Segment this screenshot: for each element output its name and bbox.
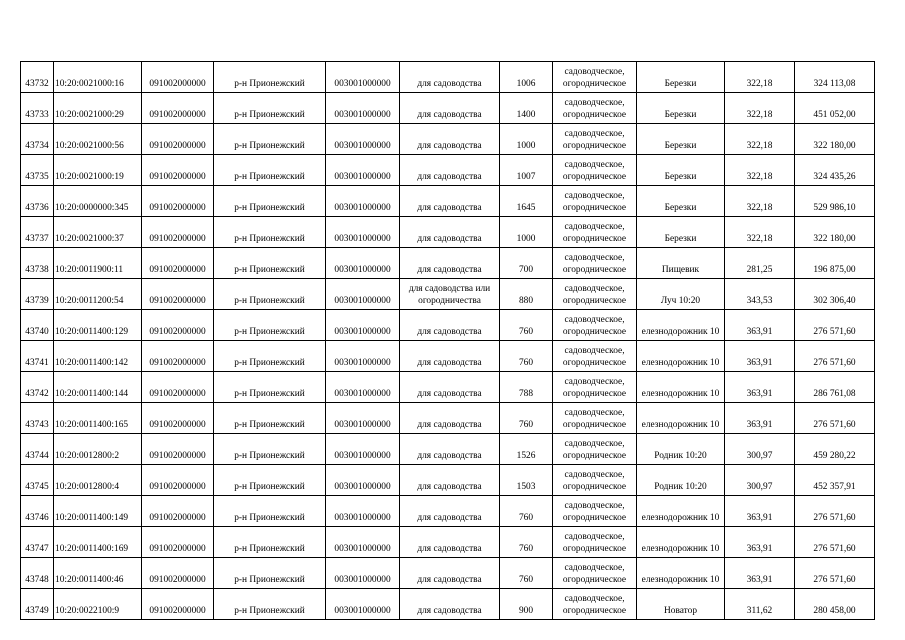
land-use-line: для садоводства xyxy=(417,327,482,337)
area-cell: 1000 xyxy=(500,124,553,155)
row-number-cell: 43736 xyxy=(21,186,54,217)
row-number-cell: 43746 xyxy=(21,496,54,527)
object-name-cell: Березки xyxy=(637,217,725,248)
rate-cell: 363,91 xyxy=(725,558,795,589)
area-cell: 1503 xyxy=(500,465,553,496)
rate-cell: 322,18 xyxy=(725,217,795,248)
area-cell: 1007 xyxy=(500,155,553,186)
okato-code-cell: 091002000000 xyxy=(142,465,214,496)
land-use-cell xyxy=(400,403,500,434)
land-use-cell xyxy=(400,62,500,93)
land-use-cell xyxy=(400,527,500,558)
table-row xyxy=(21,403,875,434)
object-name-cell: елезнодорожник 10 xyxy=(637,341,725,372)
area-cell: 788 xyxy=(500,372,553,403)
object-name-cell: Березки xyxy=(637,186,725,217)
row-number-cell: 43741 xyxy=(21,341,54,372)
rate-cell: 322,18 xyxy=(725,124,795,155)
oktmo-code-cell: 003001000000 xyxy=(326,93,400,124)
category-cell xyxy=(553,527,637,558)
okato-code-cell: 091002000000 xyxy=(142,62,214,93)
oktmo-code-cell: 003001000000 xyxy=(326,217,400,248)
category-line: огородническое xyxy=(562,358,627,368)
area-cell: 760 xyxy=(500,310,553,341)
rate-cell: 363,91 xyxy=(725,403,795,434)
area-cell: 760 xyxy=(500,558,553,589)
land-use-line: для садоводства xyxy=(417,234,482,244)
cadastral-value-cell: 286 761,08 xyxy=(795,372,875,403)
object-name-cell: Березки xyxy=(637,155,725,186)
cadastral-number-cell: 10:20:0011400:142 xyxy=(54,341,142,372)
rate-cell: 281,25 xyxy=(725,248,795,279)
cadastral-value-cell: 276 571,60 xyxy=(795,527,875,558)
category-line: огородническое xyxy=(562,234,627,244)
area-cell: 760 xyxy=(500,403,553,434)
row-number-cell: 43749 xyxy=(21,589,54,620)
cadastral-value-cell: 322 180,00 xyxy=(795,217,875,248)
okato-code-cell: 091002000000 xyxy=(142,279,214,310)
okato-code-cell: 091002000000 xyxy=(142,341,214,372)
object-name-cell: елезнодорожник 10 xyxy=(637,527,725,558)
land-use-line: для садоводства xyxy=(417,358,482,368)
row-number-cell: 43732 xyxy=(21,62,54,93)
row-number-cell: 43745 xyxy=(21,465,54,496)
category-line: садоводческое, xyxy=(564,501,625,511)
category-cell xyxy=(553,341,637,372)
okato-code-cell: 091002000000 xyxy=(142,434,214,465)
cadastral-number-cell: 10:20:0021000:29 xyxy=(54,93,142,124)
rate-cell: 363,91 xyxy=(725,341,795,372)
cadastral-number-cell: 10:20:0011400:165 xyxy=(54,403,142,434)
table-row xyxy=(21,62,875,93)
land-use-cell xyxy=(400,124,500,155)
land-use-line: для садоводства xyxy=(417,513,482,523)
category-cell xyxy=(553,186,637,217)
rate-cell: 300,97 xyxy=(725,465,795,496)
cadastral-value-cell: 322 180,00 xyxy=(795,124,875,155)
district-cell: р-н Прионежский xyxy=(214,310,326,341)
land-use-line: для садоводства xyxy=(417,141,482,151)
category-cell xyxy=(553,248,637,279)
category-line: садоводческое, xyxy=(564,284,625,294)
land-use-line: для садоводства xyxy=(417,575,482,585)
object-name-cell: Пищевик xyxy=(637,248,725,279)
cadastral-number-cell: 10:20:0000000:345 xyxy=(54,186,142,217)
district-cell: р-н Прионежский xyxy=(214,155,326,186)
row-number-cell: 43734 xyxy=(21,124,54,155)
land-use-line: для садоводства xyxy=(417,420,482,430)
cadastral-number-cell: 10:20:0011400:149 xyxy=(54,496,142,527)
category-cell xyxy=(553,434,637,465)
category-line: огородническое xyxy=(562,513,627,523)
object-name-cell: елезнодорожник 10 xyxy=(637,403,725,434)
area-cell: 1400 xyxy=(500,93,553,124)
category-cell xyxy=(553,589,637,620)
category-line: садоводческое, xyxy=(564,470,625,480)
row-number-cell: 43739 xyxy=(21,279,54,310)
category-line: садоводческое, xyxy=(564,594,625,604)
object-name-cell: елезнодорожник 10 xyxy=(637,372,725,403)
land-use-cell xyxy=(400,93,500,124)
category-line: огородническое xyxy=(562,110,627,120)
category-cell xyxy=(553,372,637,403)
row-number-cell: 43748 xyxy=(21,558,54,589)
district-cell: р-н Прионежский xyxy=(214,279,326,310)
cadastral-number-cell: 10:20:0021000:37 xyxy=(54,217,142,248)
district-cell: р-н Прионежский xyxy=(214,465,326,496)
land-use-cell xyxy=(400,434,500,465)
row-number-cell: 43735 xyxy=(21,155,54,186)
row-number-cell: 43737 xyxy=(21,217,54,248)
district-cell: р-н Прионежский xyxy=(214,496,326,527)
oktmo-code-cell: 003001000000 xyxy=(326,465,400,496)
cadastral-number-cell: 10:20:0011400:169 xyxy=(54,527,142,558)
land-use-cell xyxy=(400,248,500,279)
land-use-cell xyxy=(400,217,500,248)
category-line: огородническое xyxy=(562,265,627,275)
category-line: садоводческое, xyxy=(564,315,625,325)
table-row xyxy=(21,186,875,217)
category-line: огородническое xyxy=(562,482,627,492)
category-line: садоводческое, xyxy=(564,532,625,542)
table-row xyxy=(21,155,875,186)
district-cell: р-н Прионежский xyxy=(214,372,326,403)
cadastral-number-cell: 10:20:0011400:144 xyxy=(54,372,142,403)
cadastral-value-cell: 324 113,08 xyxy=(795,62,875,93)
category-line: садоводческое, xyxy=(564,439,625,449)
rate-cell: 343,53 xyxy=(725,279,795,310)
rate-cell: 322,18 xyxy=(725,155,795,186)
category-line: садоводческое, xyxy=(564,408,625,418)
cadastral-value-cell: 276 571,60 xyxy=(795,496,875,527)
table-row xyxy=(21,372,875,403)
oktmo-code-cell: 003001000000 xyxy=(326,248,400,279)
table-row xyxy=(21,93,875,124)
table-row xyxy=(21,558,875,589)
district-cell: р-н Прионежский xyxy=(214,248,326,279)
object-name-cell: Новатор xyxy=(637,589,725,620)
cadastral-number-cell: 10:20:0011400:46 xyxy=(54,558,142,589)
area-cell: 1645 xyxy=(500,186,553,217)
rate-cell: 311,62 xyxy=(725,589,795,620)
oktmo-code-cell: 003001000000 xyxy=(326,310,400,341)
oktmo-code-cell: 003001000000 xyxy=(326,279,400,310)
cadastral-number-cell: 10:20:0011200:54 xyxy=(54,279,142,310)
rate-cell: 300,97 xyxy=(725,434,795,465)
land-use-line: огородничества xyxy=(418,296,481,306)
oktmo-code-cell: 003001000000 xyxy=(326,372,400,403)
cadastral-value-cell: 529 986,10 xyxy=(795,186,875,217)
category-cell xyxy=(553,217,637,248)
okato-code-cell: 091002000000 xyxy=(142,403,214,434)
category-line: садоводческое, xyxy=(564,346,625,356)
oktmo-code-cell: 003001000000 xyxy=(326,341,400,372)
okato-code-cell: 091002000000 xyxy=(142,589,214,620)
table-row xyxy=(21,465,875,496)
object-name-cell: елезнодорожник 10 xyxy=(637,496,725,527)
land-use-cell xyxy=(400,496,500,527)
rate-cell: 322,18 xyxy=(725,62,795,93)
category-line: огородническое xyxy=(562,420,627,430)
land-use-cell xyxy=(400,310,500,341)
area-cell: 1526 xyxy=(500,434,553,465)
okato-code-cell: 091002000000 xyxy=(142,527,214,558)
row-number-cell: 43740 xyxy=(21,310,54,341)
table-row xyxy=(21,434,875,465)
okato-code-cell: 091002000000 xyxy=(142,155,214,186)
land-use-line: для садоводства или xyxy=(408,284,491,294)
oktmo-code-cell: 003001000000 xyxy=(326,434,400,465)
cadastral-number-cell: 10:20:0021000:19 xyxy=(54,155,142,186)
land-use-line: для садоводства xyxy=(417,389,482,399)
district-cell: р-н Прионежский xyxy=(214,403,326,434)
table-row xyxy=(21,310,875,341)
land-use-line: для садоводства xyxy=(417,265,482,275)
oktmo-code-cell: 003001000000 xyxy=(326,62,400,93)
rate-cell: 363,91 xyxy=(725,372,795,403)
category-line: огородническое xyxy=(562,575,627,585)
cadastral-value-cell: 451 052,00 xyxy=(795,93,875,124)
object-name-cell: Березки xyxy=(637,93,725,124)
district-cell: р-н Прионежский xyxy=(214,589,326,620)
table-row xyxy=(21,279,875,310)
okato-code-cell: 091002000000 xyxy=(142,310,214,341)
cadastral-value-cell: 276 571,60 xyxy=(795,403,875,434)
rate-cell: 363,91 xyxy=(725,310,795,341)
row-number-cell: 43743 xyxy=(21,403,54,434)
object-name-cell: Родник 10:20 xyxy=(637,465,725,496)
category-line: огородническое xyxy=(562,203,627,213)
cadastral-value-cell: 196 875,00 xyxy=(795,248,875,279)
cadastral-value-cell: 324 435,26 xyxy=(795,155,875,186)
table-row xyxy=(21,217,875,248)
cadastral-number-cell: 10:20:0021000:16 xyxy=(54,62,142,93)
okato-code-cell: 091002000000 xyxy=(142,558,214,589)
land-use-cell xyxy=(400,279,500,310)
cadastral-number-cell: 10:20:0022100:9 xyxy=(54,589,142,620)
category-line: огородническое xyxy=(562,389,627,399)
oktmo-code-cell: 003001000000 xyxy=(326,124,400,155)
cadastral-value-cell: 276 571,60 xyxy=(795,310,875,341)
cadastral-value-cell: 276 571,60 xyxy=(795,558,875,589)
land-use-cell xyxy=(400,465,500,496)
category-line: огородническое xyxy=(562,451,627,461)
area-cell: 880 xyxy=(500,279,553,310)
district-cell: р-н Прионежский xyxy=(214,186,326,217)
district-cell: р-н Прионежский xyxy=(214,93,326,124)
land-use-cell xyxy=(400,558,500,589)
rate-cell: 322,18 xyxy=(725,93,795,124)
category-line: огородническое xyxy=(562,544,627,554)
row-number-cell: 43747 xyxy=(21,527,54,558)
land-use-line: для садоводства xyxy=(417,203,482,213)
category-line: садоводческое, xyxy=(564,160,625,170)
cadastral-value-cell: 276 571,60 xyxy=(795,341,875,372)
category-line: огородническое xyxy=(562,79,627,89)
district-cell: р-н Прионежский xyxy=(214,341,326,372)
cadastral-number-cell: 10:20:0021000:56 xyxy=(54,124,142,155)
object-name-cell: елезнодорожник 10 xyxy=(637,558,725,589)
object-name-cell: Родник 10:20 xyxy=(637,434,725,465)
oktmo-code-cell: 003001000000 xyxy=(326,403,400,434)
category-cell xyxy=(553,62,637,93)
object-name-cell: Березки xyxy=(637,124,725,155)
okato-code-cell: 091002000000 xyxy=(142,372,214,403)
category-cell xyxy=(553,124,637,155)
district-cell: р-н Прионежский xyxy=(214,527,326,558)
okato-code-cell: 091002000000 xyxy=(142,124,214,155)
category-line: садоводческое, xyxy=(564,67,625,77)
category-line: огородническое xyxy=(562,141,627,151)
land-use-cell xyxy=(400,589,500,620)
category-line: садоводческое, xyxy=(564,191,625,201)
category-cell xyxy=(553,403,637,434)
okato-code-cell: 091002000000 xyxy=(142,93,214,124)
category-line: садоводческое, xyxy=(564,253,625,263)
row-number-cell: 43738 xyxy=(21,248,54,279)
okato-code-cell: 091002000000 xyxy=(142,248,214,279)
rate-cell: 363,91 xyxy=(725,527,795,558)
category-cell xyxy=(553,558,637,589)
okato-code-cell: 091002000000 xyxy=(142,186,214,217)
land-use-line: для садоводства xyxy=(417,482,482,492)
oktmo-code-cell: 003001000000 xyxy=(326,589,400,620)
table-row xyxy=(21,341,875,372)
area-cell: 760 xyxy=(500,496,553,527)
land-registry-table xyxy=(20,61,875,620)
object-name-cell: Березки xyxy=(637,62,725,93)
cadastral-value-cell: 459 280,22 xyxy=(795,434,875,465)
cadastral-number-cell: 10:20:0011900:11 xyxy=(54,248,142,279)
table-row xyxy=(21,589,875,620)
land-use-line: для садоводства xyxy=(417,172,482,182)
okato-code-cell: 091002000000 xyxy=(142,217,214,248)
category-line: садоводческое, xyxy=(564,222,625,232)
rate-cell: 363,91 xyxy=(725,496,795,527)
area-cell: 1006 xyxy=(500,62,553,93)
category-cell xyxy=(553,496,637,527)
category-line: садоводческое, xyxy=(564,129,625,139)
row-number-cell: 43733 xyxy=(21,93,54,124)
oktmo-code-cell: 003001000000 xyxy=(326,186,400,217)
land-use-line: для садоводства xyxy=(417,451,482,461)
category-cell xyxy=(553,155,637,186)
oktmo-code-cell: 003001000000 xyxy=(326,527,400,558)
area-cell: 760 xyxy=(500,527,553,558)
table-row xyxy=(21,248,875,279)
oktmo-code-cell: 003001000000 xyxy=(326,496,400,527)
oktmo-code-cell: 003001000000 xyxy=(326,558,400,589)
area-cell: 760 xyxy=(500,341,553,372)
land-use-cell xyxy=(400,372,500,403)
category-line: огородническое xyxy=(562,606,627,616)
cadastral-value-cell: 452 357,91 xyxy=(795,465,875,496)
category-line: садоводческое, xyxy=(564,377,625,387)
cadastral-number-cell: 10:20:0012800:4 xyxy=(54,465,142,496)
oktmo-code-cell: 003001000000 xyxy=(326,155,400,186)
district-cell: р-н Прионежский xyxy=(214,62,326,93)
land-use-cell xyxy=(400,341,500,372)
land-use-line: для садоводства xyxy=(417,110,482,120)
category-cell xyxy=(553,279,637,310)
district-cell: р-н Прионежский xyxy=(214,217,326,248)
table-row xyxy=(21,496,875,527)
land-use-line: для садоводства xyxy=(417,606,482,616)
table-row xyxy=(21,527,875,558)
category-line: садоводческое, xyxy=(564,98,625,108)
category-cell xyxy=(553,465,637,496)
category-line: огородническое xyxy=(562,296,627,306)
cadastral-value-cell: 280 458,00 xyxy=(795,589,875,620)
area-cell: 900 xyxy=(500,589,553,620)
category-cell xyxy=(553,310,637,341)
category-line: садоводческое, xyxy=(564,563,625,573)
cadastral-value-cell: 302 306,40 xyxy=(795,279,875,310)
land-use-line: для садоводства xyxy=(417,79,482,89)
category-line: огородническое xyxy=(562,327,627,337)
cadastral-number-cell: 10:20:0011400:129 xyxy=(54,310,142,341)
row-number-cell: 43742 xyxy=(21,372,54,403)
table-row xyxy=(21,124,875,155)
district-cell: р-н Прионежский xyxy=(214,124,326,155)
district-cell: р-н Прионежский xyxy=(214,434,326,465)
area-cell: 1000 xyxy=(500,217,553,248)
row-number-cell: 43744 xyxy=(21,434,54,465)
land-use-cell xyxy=(400,155,500,186)
category-line: огородническое xyxy=(562,172,627,182)
object-name-cell: Луч 10:20 xyxy=(637,279,725,310)
land-use-line: для садоводства xyxy=(417,544,482,554)
cadastral-number-cell: 10:20:0012800:2 xyxy=(54,434,142,465)
category-cell xyxy=(553,93,637,124)
object-name-cell: елезнодорожник 10 xyxy=(637,310,725,341)
area-cell: 700 xyxy=(500,248,553,279)
okato-code-cell: 091002000000 xyxy=(142,496,214,527)
land-use-cell xyxy=(400,186,500,217)
rate-cell: 322,18 xyxy=(725,186,795,217)
district-cell: р-н Прионежский xyxy=(214,558,326,589)
table-body xyxy=(21,62,875,620)
